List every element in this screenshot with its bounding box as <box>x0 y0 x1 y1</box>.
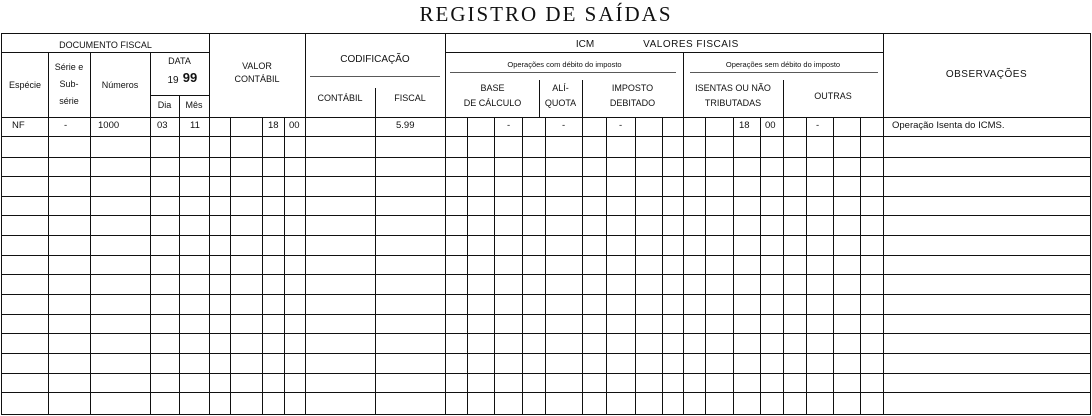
serie-header-line1: Série e <box>54 62 84 72</box>
observacoes-header: OBSERVAÇÕES <box>945 69 1028 80</box>
dia-header: Dia <box>157 100 172 110</box>
row-isentas-cents: 00 <box>765 120 776 131</box>
row-dia: 03 <box>157 120 168 131</box>
row-observacao: Operação Isenta do ICMS. <box>892 120 1005 131</box>
mes-header: Mês <box>185 100 203 110</box>
serie-header-line2: Sub- <box>59 79 79 89</box>
icm-header: ICM <box>575 39 595 50</box>
especie-header: Espécie <box>8 80 42 90</box>
imposto-header-line1: IMPOSTO <box>611 83 654 93</box>
row-serie: - <box>64 120 68 131</box>
aliquota-header-line1: ALÍ- <box>552 83 569 93</box>
row-numero: 1000 <box>98 120 120 131</box>
valores-fiscais-header: VALORES FISCAIS <box>643 39 739 50</box>
data-header: DATA <box>168 56 191 66</box>
row-outras: - <box>816 120 820 131</box>
imposto-header-line2: DEBITADO <box>609 98 656 108</box>
row-isentas: 18 <box>739 120 750 131</box>
row-imposto: - <box>619 120 623 131</box>
base-header-line1: BASE <box>480 83 505 93</box>
documento-fiscal-header: DOCUMENTO FISCAL <box>59 40 152 50</box>
outras-header: OUTRAS <box>814 91 852 101</box>
valor-header-line2: CONTÁBIL <box>234 74 280 84</box>
year-prefix: 19 <box>167 75 179 86</box>
contabil-header: CONTÁBIL <box>317 93 363 103</box>
row-especie: NF <box>12 120 25 131</box>
codificacao-header: CODIFICAÇÃO <box>340 54 410 65</box>
row-aliquota: - <box>562 120 566 131</box>
aliquota-header-line2: QUOTA <box>544 98 577 108</box>
row-base: - <box>507 120 511 131</box>
base-header-line2: DE CÁLCULO <box>463 98 522 108</box>
fiscal-header: FISCAL <box>394 93 426 103</box>
serie-header-line3: série <box>59 96 79 106</box>
row-valor-cents: 00 <box>289 120 300 131</box>
isentas-header-line2: TRIBUTADAS <box>704 98 762 108</box>
row-valor: 18 <box>268 120 279 131</box>
valor-header-line1: VALOR <box>242 61 272 71</box>
year-suffix: 99 <box>182 70 198 85</box>
op-sem-debito-header: Operações sem débito do imposto <box>725 60 841 69</box>
row-mes: 11 <box>190 120 200 131</box>
numeros-header: Números <box>101 80 139 90</box>
row-fiscal: 5.99 <box>396 120 415 131</box>
page-title: REGISTRO DE SAÍDAS <box>419 2 673 26</box>
op-com-debito-header: Operações com débito do imposto <box>507 60 622 69</box>
isentas-header-line1: ISENTAS OU NÃO <box>695 83 771 93</box>
